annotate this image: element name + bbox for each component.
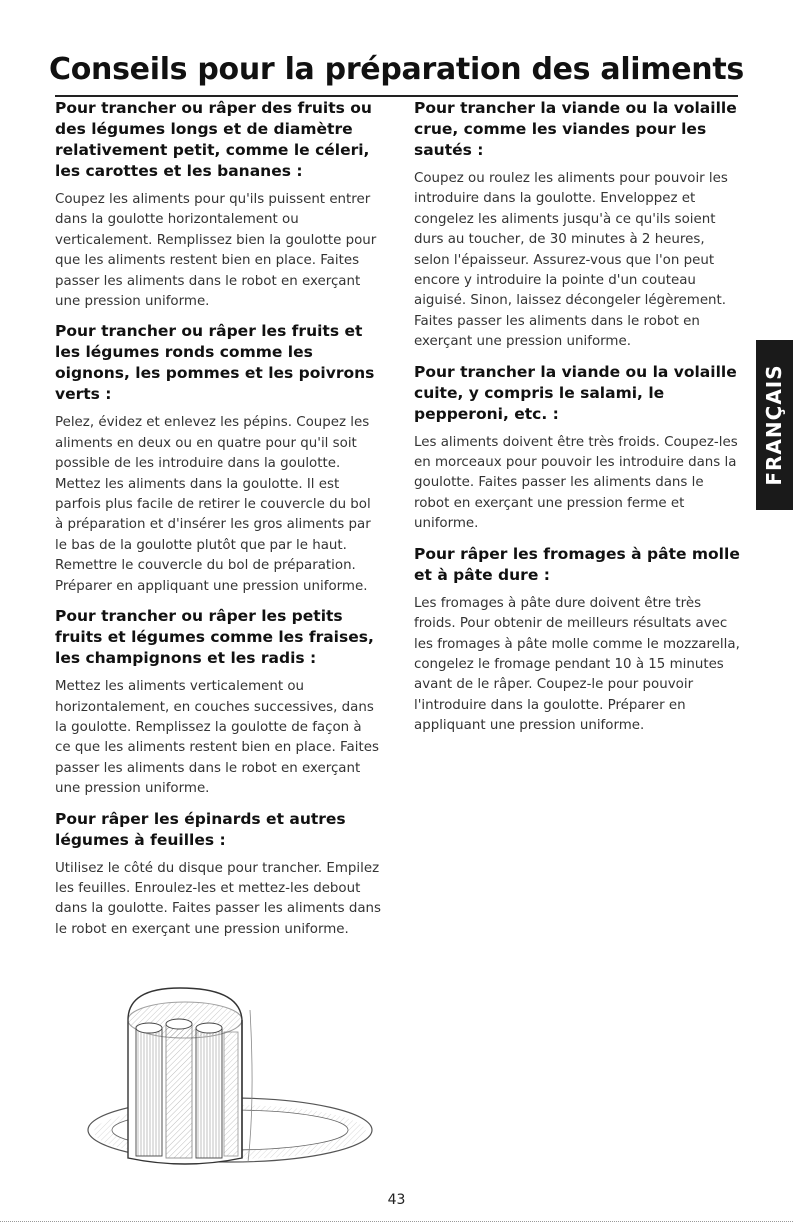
title-underline xyxy=(55,95,738,97)
tip-section xyxy=(414,544,740,737)
language-tab-label: FRANÇAIS xyxy=(762,364,786,486)
section-heading: Pour râper les épinards et autres légumes à feuilles : xyxy=(55,809,346,849)
section-heading: Pour trancher ou râper des fruits ou des légumes longs et de diamètre relativement petit, comme le céleri, les carottes et les bananes : xyxy=(55,99,372,180)
page-title: Conseils pour la préparation des aliments xyxy=(49,52,744,87)
section-body: Les fromages à pâte dure doivent être très froids. Pour obtenir de meilleurs résultats avec les fromages à pâte molle comme le mozzarella, congelez le fromage pendant 10 à 15 minutes avant de le râper. Coupez-le pour pouvoir l'introduire dans la goulotte. Préparer en appliquant une pression uniforme. xyxy=(414,595,740,734)
section-body: Pelez, évidez et enlevez les pépins. Coupez les aliments en deux ou en quatre pour qu'il soit possible de les introduire dans la goulotte. Mettez les aliments dans la goulotte. Il est parfois plus facile de retirer le couvercle du bol à préparation et d'insérer les gros aliments par le bas de la goulotte plutôt que par le haut. Remettre le couvercle du bol de préparation. Préparer en appliquant une pression uniforme. xyxy=(55,415,371,594)
section-body: Les aliments doivent être très froids. Coupez-les en morceaux pour pouvoir les introduire dans la goulotte. Faites passer les aliments dans le robot en exerçant une pression ferme et uniforme. xyxy=(414,434,738,532)
left-column xyxy=(55,98,381,949)
section-heading: Pour râper les fromages à pâte molle et à pâte dure : xyxy=(414,544,740,584)
tip-section xyxy=(55,98,381,312)
bottom-border xyxy=(0,1221,793,1222)
section-heading: Pour trancher ou râper les petits fruits et légumes comme les fraises, les champignons et les radis : xyxy=(55,607,374,668)
tip-section xyxy=(55,809,381,941)
tip-section xyxy=(55,321,381,597)
language-side-tab xyxy=(756,340,793,510)
page-number: 43 xyxy=(387,1192,406,1208)
section-heading: Pour trancher ou râper les fruits et les légumes ronds comme les oignons, les pommes et les poivrons verts : xyxy=(55,322,375,404)
tip-section xyxy=(414,98,740,353)
tip-section xyxy=(414,362,740,535)
right-column xyxy=(414,98,740,746)
section-body: Utilisez le côté du disque pour trancher. Empilez les feuilles. Enroulez-les et mettez-les debout dans la goulotte. Faites passer les aliments dans le robot en exerçant une pression uniforme. xyxy=(55,860,381,937)
section-body: Coupez les aliments pour qu'ils puissent entrer dans la goulotte horizontalement ou verticalement. Remplissez bien la goulotte pour que les aliments restent bien en place. Faites passer les aliments dans le robot en exerçant une pression uniforme. xyxy=(55,192,377,310)
feed-tube-illustration xyxy=(80,980,380,1170)
tip-section xyxy=(55,606,381,799)
section-heading: Pour trancher la viande ou la volaille cuite, y compris le salami, le pepperoni, etc. : xyxy=(414,362,737,423)
section-body: Mettez les aliments verticalement ou horizontalement, en couches successives, dans la goulotte. Remplissez la goulotte de façon à ce que les aliments restent bien en place. Faites passer les aliments dans le robot en exerçant une pression uniforme. xyxy=(55,679,379,797)
section-body: Coupez ou roulez les aliments pour pouvoir les introduire dans la goulotte. Enveloppez et congelez les aliments jusqu'à ce qu'ils soient durs au toucher, de 30 minutes à 2 heures, selon l'épaisseur. Assurez-vous que l'on peut encore y introduire la pointe d'un couteau aiguisé. Sinon, laissez décongeler légèrement. Faites passer les aliments dans le robot en exerçant une pression uniforme. xyxy=(414,171,728,350)
section-heading: Pour trancher la viande ou la volaille crue, comme les viandes pour les sautés : xyxy=(414,99,737,159)
